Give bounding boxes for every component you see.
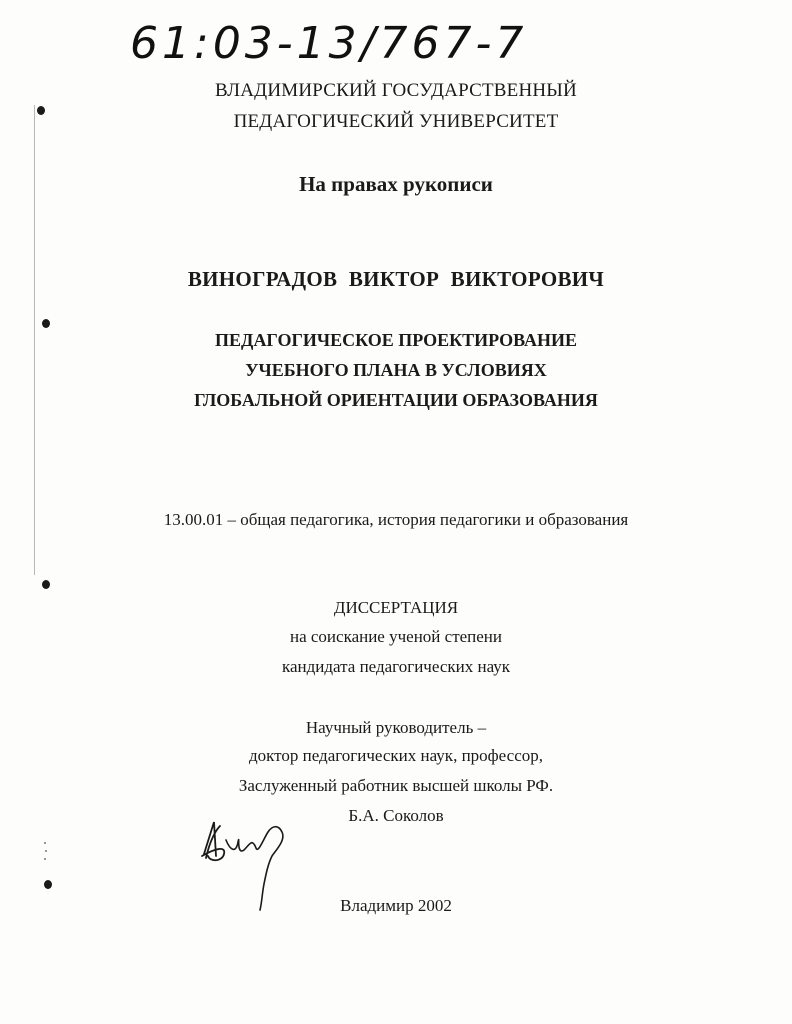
- archive-number: [130, 10, 630, 70]
- supervisor-honor: Заслуженный работник высшей школы РФ.: [238, 776, 554, 795]
- binding-hole: [42, 580, 50, 589]
- speck: [44, 842, 46, 844]
- city-year: Владимир 2002: [340, 896, 452, 915]
- supervisor-name: Б.А. Соколов: [348, 806, 444, 825]
- specialty: 13.00.01 – общая педагогика, история педагогики и образования: [163, 510, 629, 529]
- speck: [45, 850, 47, 852]
- binding-hole: [44, 880, 52, 889]
- supervisor-degree: доктор педагогических наук, профессор,: [248, 746, 543, 765]
- degree-type: ДИССЕРТАЦИЯ: [333, 598, 459, 617]
- title-line-2: УЧЕБНОГО ПЛАНА В УСЛОВИЯХ: [245, 360, 547, 380]
- author-name: ВИНОГРАДОВ ВИКТОР ВИКТОРОВИЧ: [187, 267, 605, 291]
- speck: [44, 858, 46, 860]
- supervisor-label: Научный руководитель –: [305, 718, 487, 737]
- archive-number-text: 61:03-13/767-7: [130, 18, 528, 69]
- title-line-1: ПЕДАГОГИЧЕСКОЕ ПРОЕКТИРОВАНИЕ: [215, 330, 577, 350]
- institution-line-2: ПЕДАГОГИЧЕСКИЙ УНИВЕРСИТЕТ: [233, 111, 559, 132]
- title-line-3: ГЛОБАЛЬНОЙ ОРИЕНТАЦИИ ОБРАЗОВАНИЯ: [194, 390, 598, 410]
- manuscript-note: На правах рукописи: [299, 172, 493, 196]
- degree-line-1: на соискание ученой степени: [289, 627, 503, 646]
- binding-hole: [42, 319, 50, 328]
- degree-line-2: кандидата педагогических наук: [281, 657, 511, 676]
- institution-line-1: ВЛАДИМИРСКИЙ ГОСУДАРСТВЕННЫЙ: [215, 80, 577, 101]
